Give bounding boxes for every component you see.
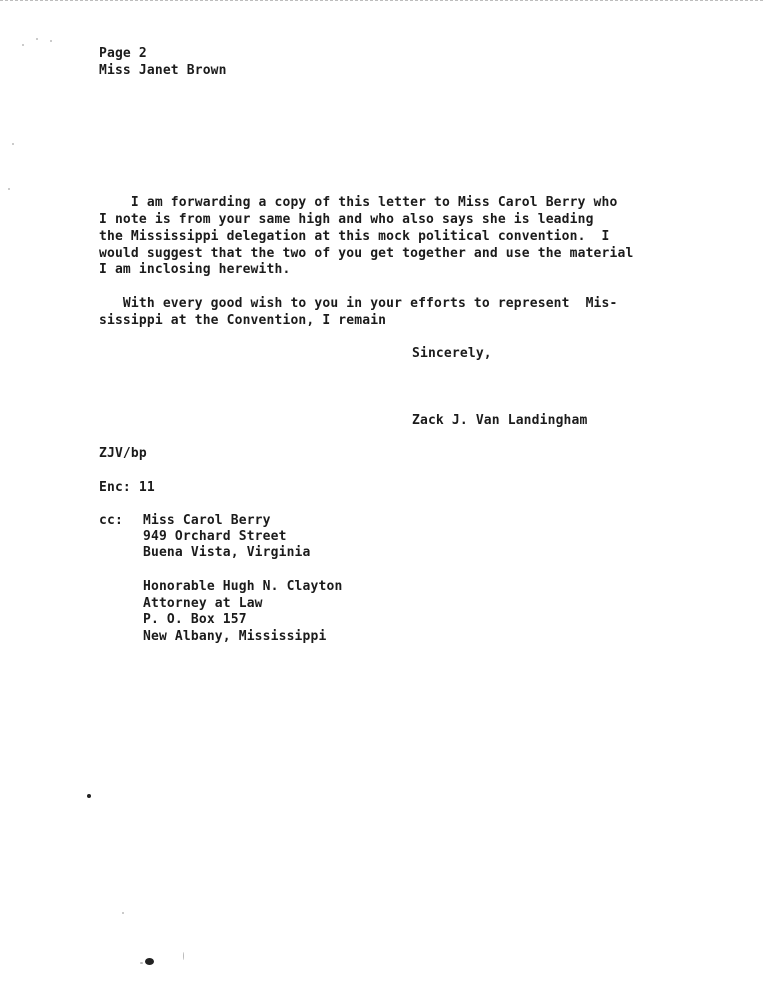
- faint-dot: [22, 44, 24, 46]
- signature-name: Zack J. Van Landingham: [412, 413, 588, 428]
- faint-dot: [8, 188, 10, 190]
- typist-initials: ZJV/bp: [99, 446, 147, 461]
- body-line: the Mississippi delegation at this mock political convention. I: [99, 229, 610, 244]
- body-line: With every good wish to you in your efforts to represent Mis-: [99, 296, 618, 311]
- body-line: sissippi at the Convention, I remain: [99, 313, 387, 328]
- body-line: I am forwarding a copy of this letter to Miss Carol Berry who: [99, 195, 618, 210]
- ink-smudge: [145, 958, 154, 965]
- closing-salutation: Sincerely,: [412, 346, 492, 361]
- body-line: would suggest that the two of you get together and use the material: [99, 246, 634, 261]
- faint-dot: [50, 40, 52, 42]
- cc-address-line: Honorable Hugh N. Clayton: [143, 579, 343, 594]
- recipient-name: Miss Janet Brown: [99, 63, 227, 78]
- body-line: I note is from your same high and who also says she is leading: [99, 212, 594, 227]
- faint-dot: [122, 912, 124, 914]
- faint-dot: [140, 962, 143, 964]
- page-top-edge: [0, 0, 763, 1]
- faint-mark: [183, 952, 184, 960]
- cc-address-line: Miss Carol Berry: [143, 513, 271, 528]
- cc-label: cc:: [99, 513, 123, 528]
- cc-address-line: New Albany, Mississippi: [143, 629, 327, 644]
- page-number: Page 2: [99, 46, 147, 61]
- cc-address-line: 949 Orchard Street: [143, 529, 287, 544]
- faint-dot: [36, 38, 38, 40]
- cc-address-line: Buena Vista, Virginia: [143, 545, 311, 560]
- faint-dot: [12, 143, 14, 145]
- cc-address-line: Attorney at Law: [143, 596, 263, 611]
- body-line: I am inclosing herewith.: [99, 262, 291, 277]
- cc-address-line: P. O. Box 157: [143, 612, 247, 627]
- ink-speck: [87, 794, 91, 798]
- enclosure-count: Enc: 11: [99, 480, 155, 495]
